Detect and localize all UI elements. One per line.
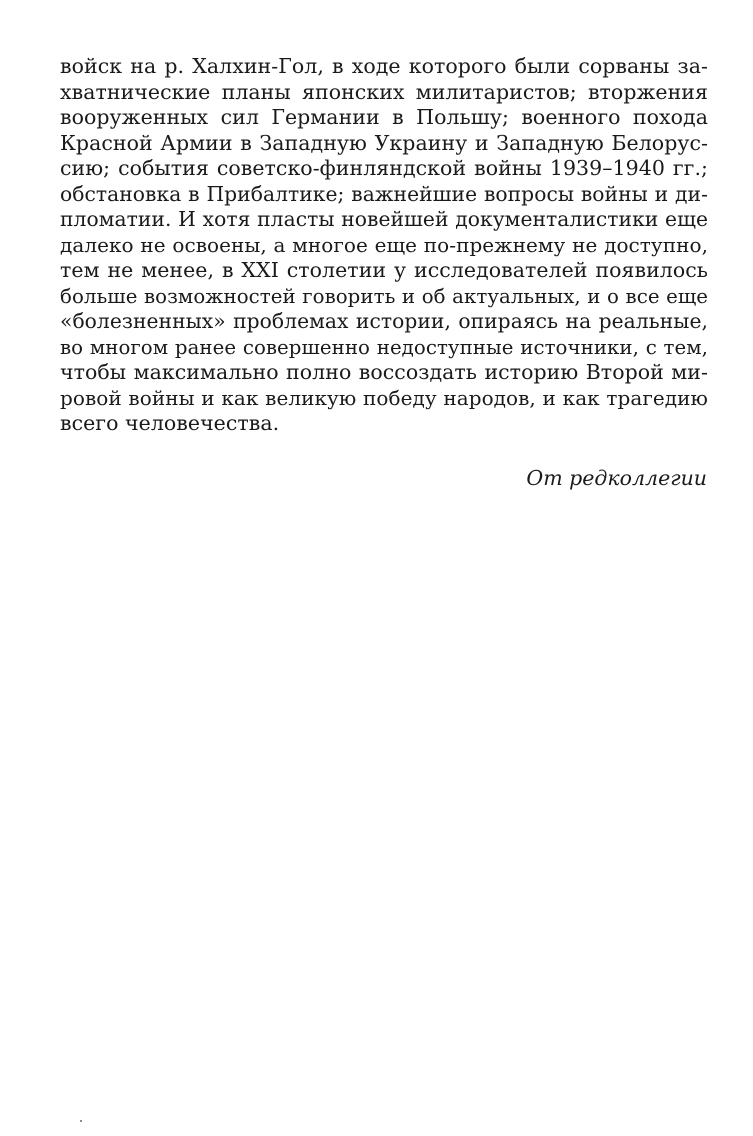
text-line: хватнические планы японских милитаристов; вторжения [60, 79, 708, 104]
text-line-last: всего человечества. [60, 411, 280, 435]
text-line: войск на р. Халхин-Гол, в ходе которого были сорваны за- [60, 54, 708, 78]
text-line: тем не менее, в XXI столетии у исследователей появилось [60, 258, 708, 282]
text-line: обстановка в Прибалтике; важнейшие вопросы войны и ди- [60, 181, 708, 206]
text-line: больше возможностей говорить и об актуальных, и о все еще [60, 284, 708, 308]
text-line: пломатии. И хотя пласты новейшей документалистики еще [60, 207, 708, 231]
text-line: во многом ранее совершенно недоступные источники, с тем, [60, 335, 708, 359]
text-line: Красной Армии в Западную Украину и Западную Белорус- [60, 130, 708, 155]
text-line: ровой войны и как великую победу народов, и как трагедию [60, 385, 708, 410]
text-line: чтобы максимально полно воссоздать историю Второй ми- [60, 360, 708, 384]
text-line: далеко не освоены, а многое еще по-прежнему не доступно, [60, 232, 708, 257]
text-line: «болезненных» проблемах истории, опираясь на реальные, [60, 309, 708, 333]
print-speck [80, 1120, 82, 1122]
document-body [60, 54, 708, 437]
text-line: вооруженных сил Германии в Польшу; военного похода [60, 105, 708, 129]
text-line: сию; события советско-финляндской войны 1939–1940 гг.; [60, 156, 708, 180]
signature: От редколлегии [526, 466, 707, 490]
